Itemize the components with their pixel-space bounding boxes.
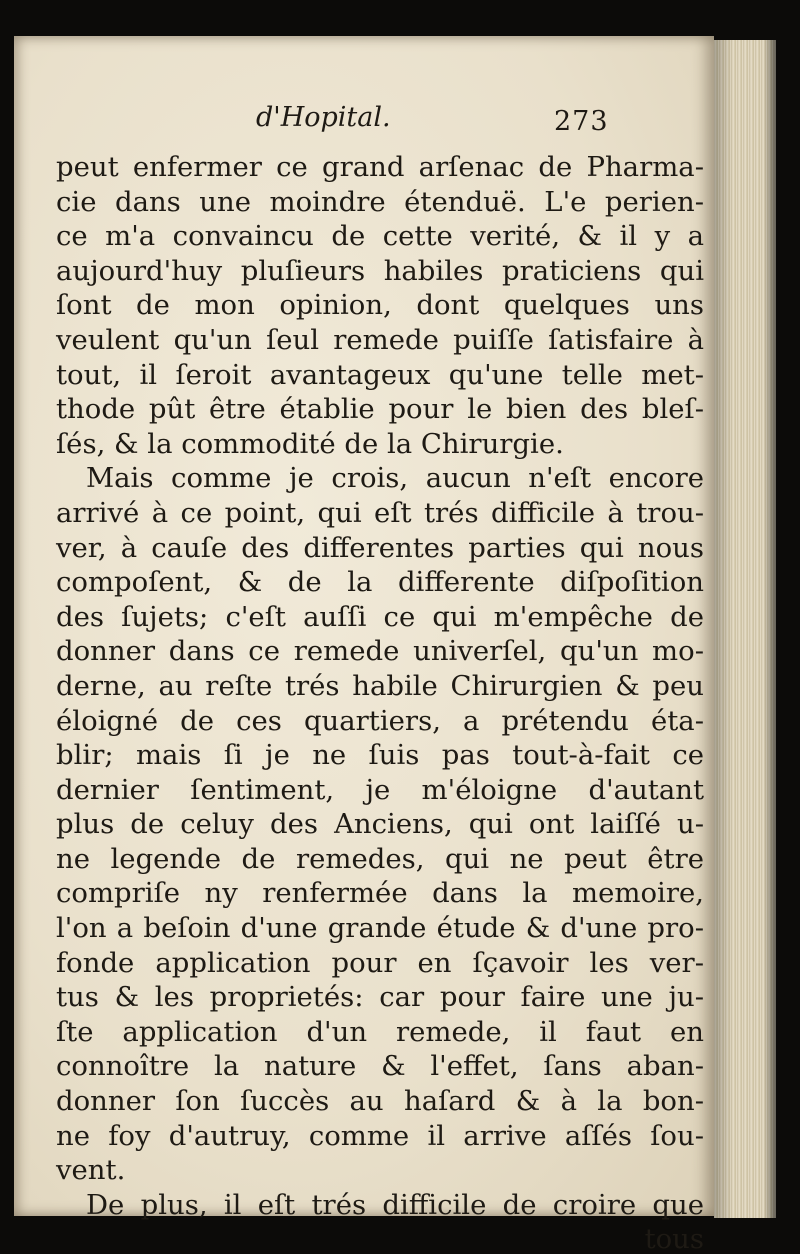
text-line: cie dans une moindre étenduë. L'e perien- xyxy=(56,185,704,218)
page-edges-shadow xyxy=(714,40,776,1218)
text-line: aujourd'huy pluſieurs habiles praticiens qui xyxy=(56,254,704,287)
text-line: l'on a beſoin d'une grande étude & d'une pro- xyxy=(56,912,704,945)
text-line: dernier ſentiment, je m'éloigne d'autant xyxy=(56,773,704,806)
text-line: vent. xyxy=(56,1154,126,1187)
text-line: ſont de mon opinion, dont quelques uns xyxy=(56,289,704,322)
text-line: des ſujets; c'eſt auſſi ce qui m'empêche de xyxy=(56,600,704,633)
text-line: ſés, & la commodité de la Chirurgie. xyxy=(56,427,564,460)
text-line: ce m'a convaincu de cette verité, & il y a xyxy=(56,220,704,253)
text-line: ver, à cauſe des differentes parties qui nous xyxy=(56,531,704,564)
text-line: donner ſon ſuccès au haſard & à la bon- xyxy=(56,1085,704,1118)
text-line: Mais comme je crois, aucun n'eſt encore xyxy=(86,462,704,495)
text-line: blir; mais ſi je ne ſuis pas tout-à-fait ce xyxy=(56,739,704,772)
text-line: plus de celuy des Anciens, qui ont laiſſé u- xyxy=(56,808,704,841)
text-block xyxy=(56,100,704,1254)
text-line: derne, au reſte trés habile Chirurgien & peu xyxy=(56,669,704,702)
catchword: tous xyxy=(644,1223,704,1254)
running-head: d'Hopital. xyxy=(256,102,391,133)
text-line: fonde application pour en ſçavoir les ver- xyxy=(56,946,704,979)
body-text xyxy=(56,150,704,1254)
text-line: De plus, il eſt trés difficile de croire que xyxy=(86,1188,704,1221)
text-line: tout, il ſeroit avantageux qu'une telle met- xyxy=(56,358,704,391)
text-line: donner dans ce remede univerſel, qu'un mo- xyxy=(56,635,704,668)
text-line: connoître la nature & l'effet, ſans aban- xyxy=(56,1050,704,1083)
text-line: ne legende de remedes, qui ne peut être xyxy=(56,842,704,875)
text-line: veulent qu'un ſeul remede puiſſe ſatisfaire à xyxy=(56,323,704,356)
text-line: peut enfermer ce grand arſenac de Pharma- xyxy=(56,151,704,183)
text-line: compoſent, & de la differente diſpoſition xyxy=(56,566,704,599)
text-line: compriſe ny renfermée dans la memoire, xyxy=(56,877,704,910)
text-line: arrivé à ce point, qui eſt trés difficile à trou- xyxy=(56,496,704,529)
text-line: ne foy d'autruy, comme il arrive aſſés ſou- xyxy=(56,1119,704,1152)
text-line: thode pût être établie pour le bien des bleſ- xyxy=(56,393,704,426)
text-line: éloigné de ces quartiers, a prétendu éta- xyxy=(56,704,704,737)
text-line: ſte application d'un remede, il faut en xyxy=(56,1015,704,1048)
page-number: 273 xyxy=(554,106,609,137)
page-header xyxy=(56,100,704,150)
text-line: tus & les proprietés: car pour faire une ju- xyxy=(56,981,704,1014)
